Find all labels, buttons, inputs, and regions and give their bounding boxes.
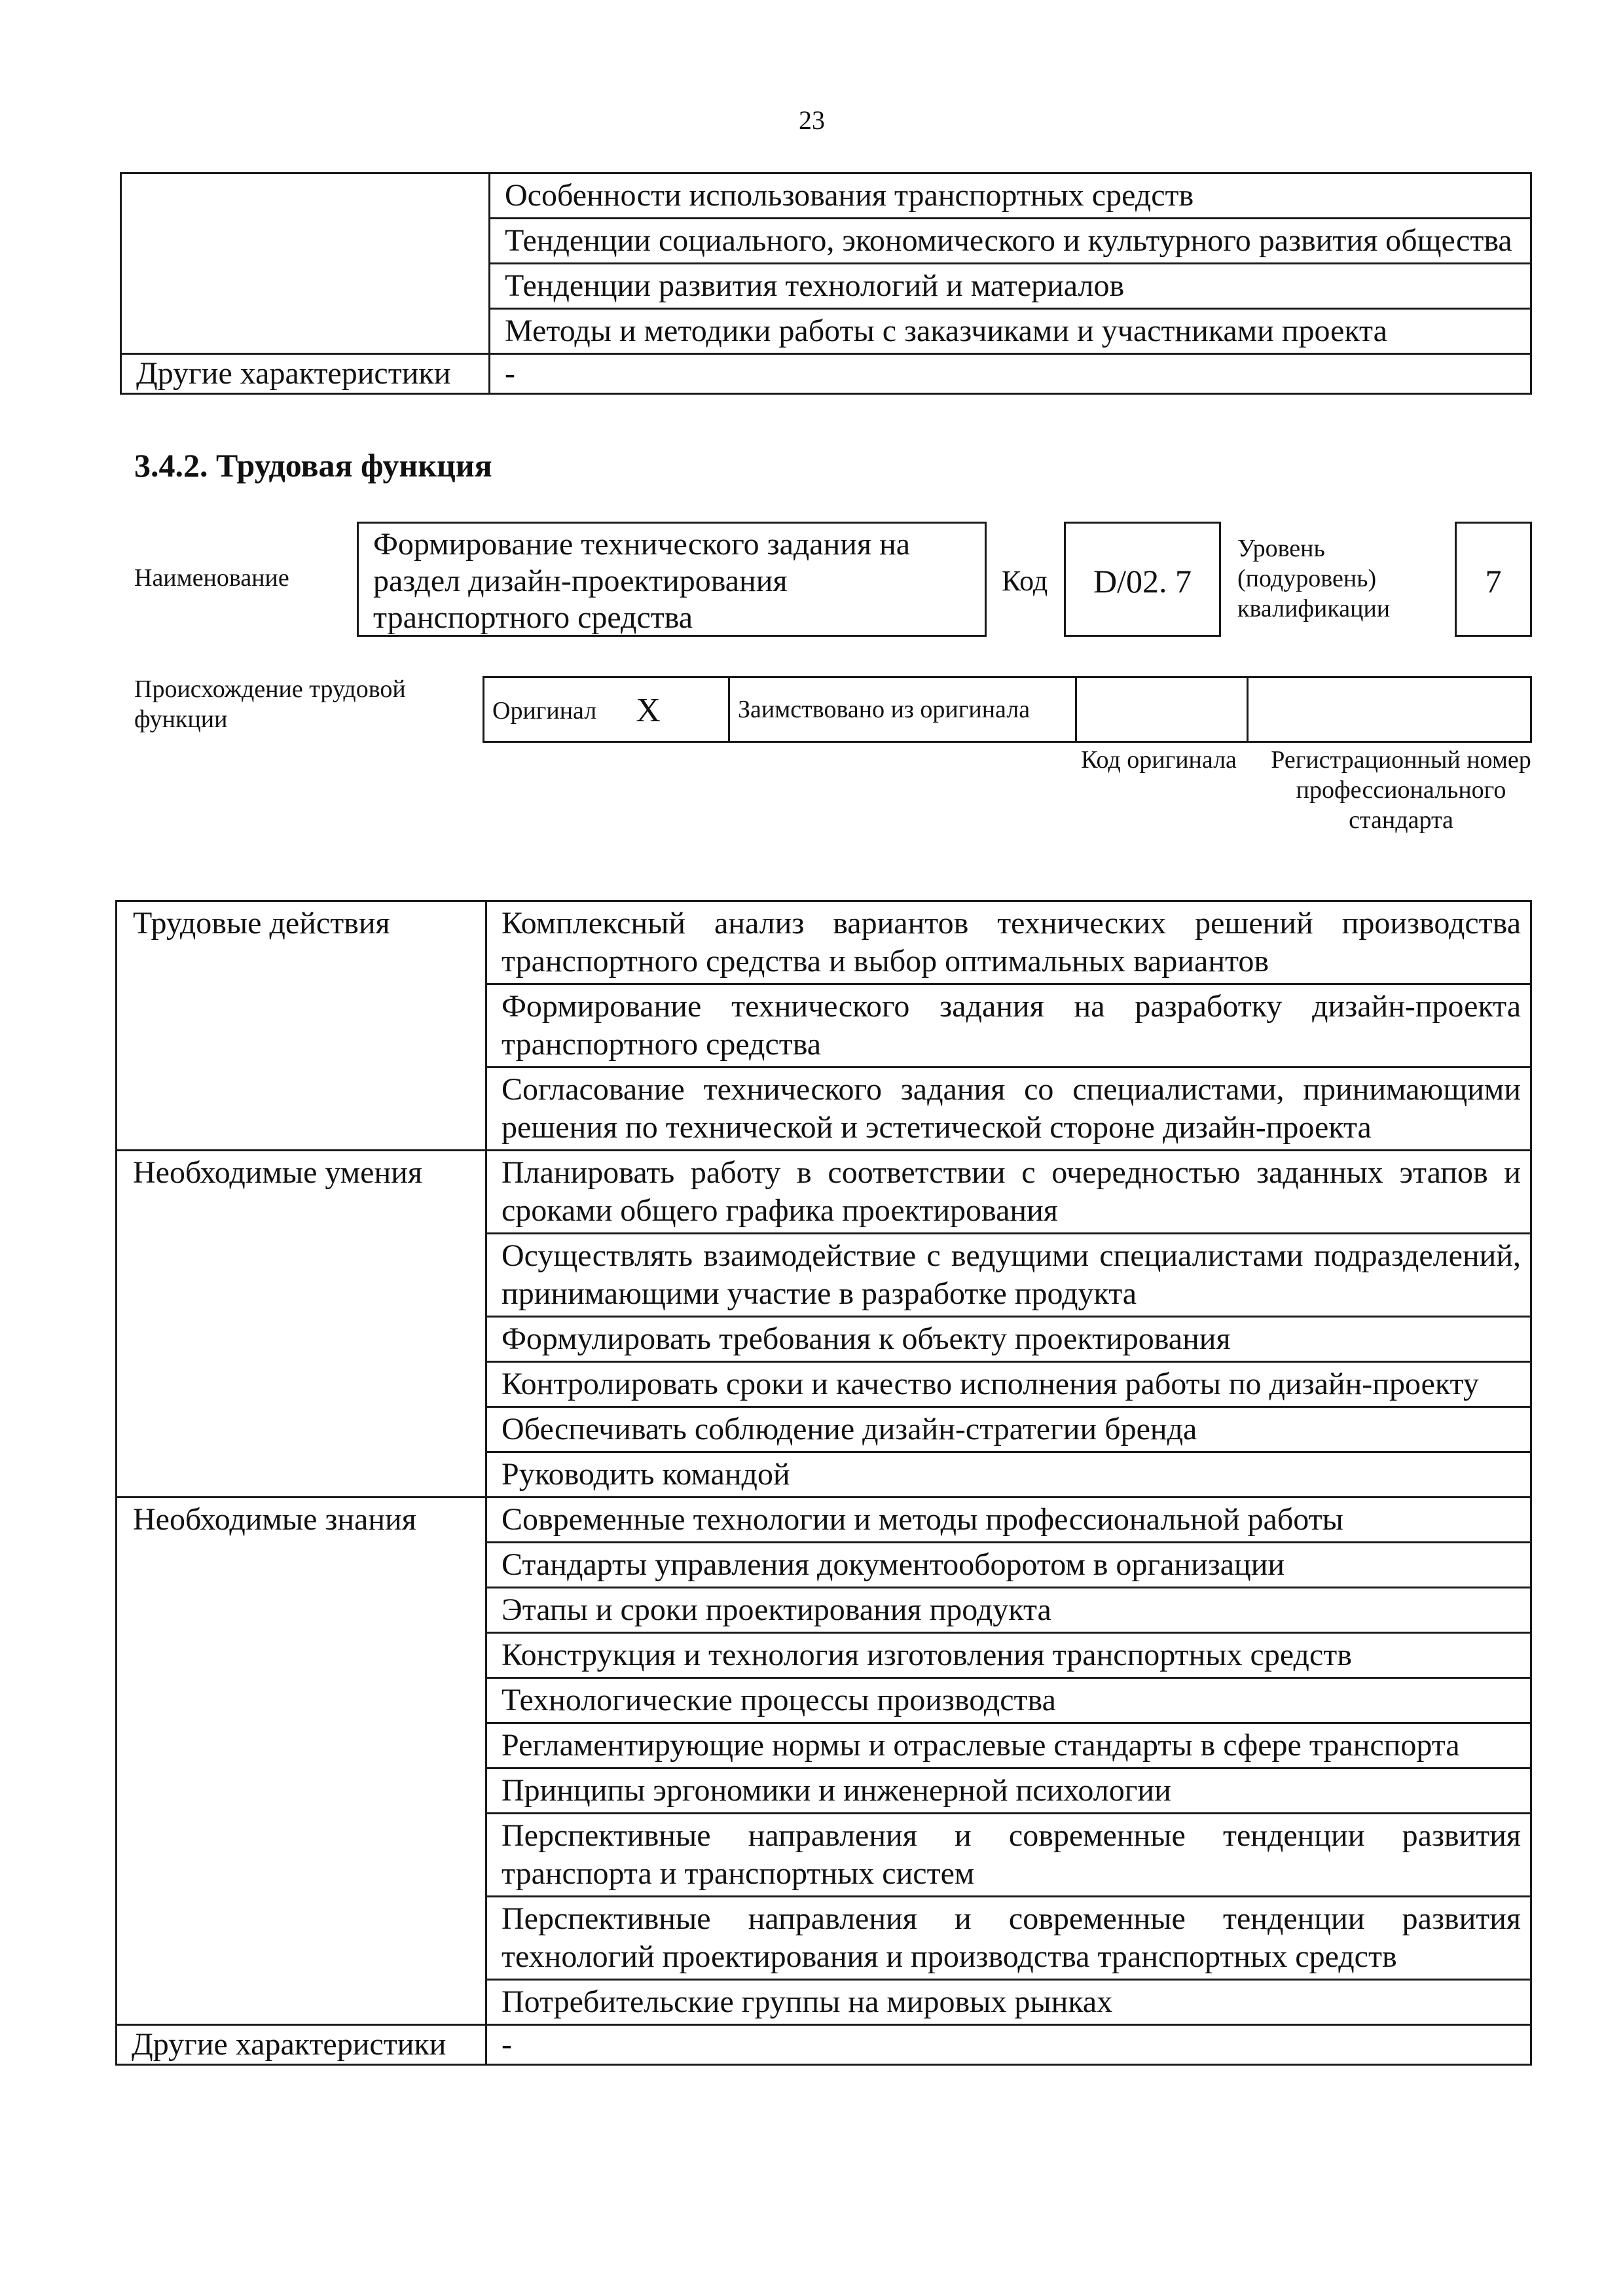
knowledge-item: Технологические процессы производства [486,1678,1531,1723]
original-code-cell [1076,677,1248,742]
knowledge-label: Необходимые знания [117,1498,486,2025]
knowledge-item: Перспективные направления и современные тенденции развития технологий проектирования и производства транспортных средств [486,1897,1531,1980]
other-characteristics-value: - [490,354,1531,394]
labor-function-table [115,900,1532,2066]
knowledge-item: Особенности использования транспортных средств [490,173,1531,219]
table-row [117,1151,1531,1234]
knowledge-item: Этапы и сроки проектирования продукта [486,1588,1531,1633]
skill-item: Руководить командой [486,1452,1531,1498]
name-label: Наименование [134,564,289,592]
section-title: 3.4.2. Трудовая функция [134,447,492,484]
knowledge-item: Перспективные направления и современные тенденции развития транспорта и транспортных систем [486,1814,1531,1897]
skill-item: Обеспечивать соблюдение дизайн-стратегии бренда [486,1407,1531,1452]
table-row [117,1498,1531,1543]
table-row [121,354,1531,394]
table-row [121,173,1531,219]
left-empty-cell [121,173,490,354]
knowledge-item: Современные технологии и методы профессиональной работы [486,1498,1531,1543]
other-characteristics-label: Другие характеристики [121,354,490,394]
skills-label: Необходимые умения [117,1151,486,1498]
caption-original-code: Код оригинала [1081,746,1237,774]
level-value-box: 7 [1455,522,1532,637]
page-number: 23 [799,105,825,135]
code-label: Код [1002,565,1048,597]
original-label: Оригинал [492,697,597,725]
other-characteristics-label: Другие характеристики [117,2025,486,2065]
knowledge-item: Тенденции социального, экономического и культурного развития общества [490,219,1531,264]
original-mark: X [636,692,661,729]
labor-actions-label: Трудовые действия [117,901,486,1151]
other-characteristics-value: - [486,2025,1531,2065]
knowledge-item: Тенденции развития технологий и материалов [490,264,1531,309]
skill-item: Контролировать сроки и качество исполнения работы по дизайн-проекту [486,1362,1531,1407]
table-row [117,2025,1531,2065]
knowledge-item: Конструкция и технология изготовления транспортных средств [486,1633,1531,1678]
skill-item: Осуществлять взаимодействие с ведущими специалистами подразделений, принимающими участие в разработке продукта [486,1234,1531,1317]
knowledge-item: Методы и методики работы с заказчиками и участниками проекта [490,309,1531,354]
function-name-box: Формирование технического задания на раздел дизайн-проектирования транспортного средства [357,522,987,637]
level-label: Уровень (подуровень) квалификации [1237,535,1391,622]
origin-label: Происхождение трудовой функции [134,675,406,733]
labor-action-item: Комплексный анализ вариантов технических решений производства транспортного средства и выбор оптимальных вариантов [486,901,1531,984]
top-knowledge-table [120,172,1532,395]
registration-number-cell [1248,677,1531,742]
table-row [117,901,1531,984]
knowledge-item: Стандарты управления документооборотом в организации [486,1543,1531,1588]
labor-action-item: Формирование технического задания на разработку дизайн-проекта транспортного средства [486,984,1531,1067]
function-code-box: D/02. 7 [1064,522,1221,637]
skill-item: Планировать работу в соответствии с очередностью заданных этапов и сроками общего графика проектирования [486,1151,1531,1234]
knowledge-item: Потребительские группы на мировых рынках [486,1980,1531,2025]
knowledge-item: Принципы эргономики и инженерной психологии [486,1768,1531,1814]
caption-registration-number: Регистрационный номер профессионального стандарта [1271,746,1531,834]
labor-action-item: Согласование технического задания со специалистами, принимающими решения по технической и эстетической стороне дизайн-проекта [486,1067,1531,1151]
origin-table [483,676,1532,743]
original-cell [484,677,729,742]
skill-item: Формулировать требования к объекту проектирования [486,1317,1531,1362]
table-row [484,677,1531,742]
knowledge-item: Регламентирующие нормы и отраслевые стандарты в сфере транспорта [486,1723,1531,1768]
borrowed-label: Заимствовано из оригинала [729,677,1076,742]
